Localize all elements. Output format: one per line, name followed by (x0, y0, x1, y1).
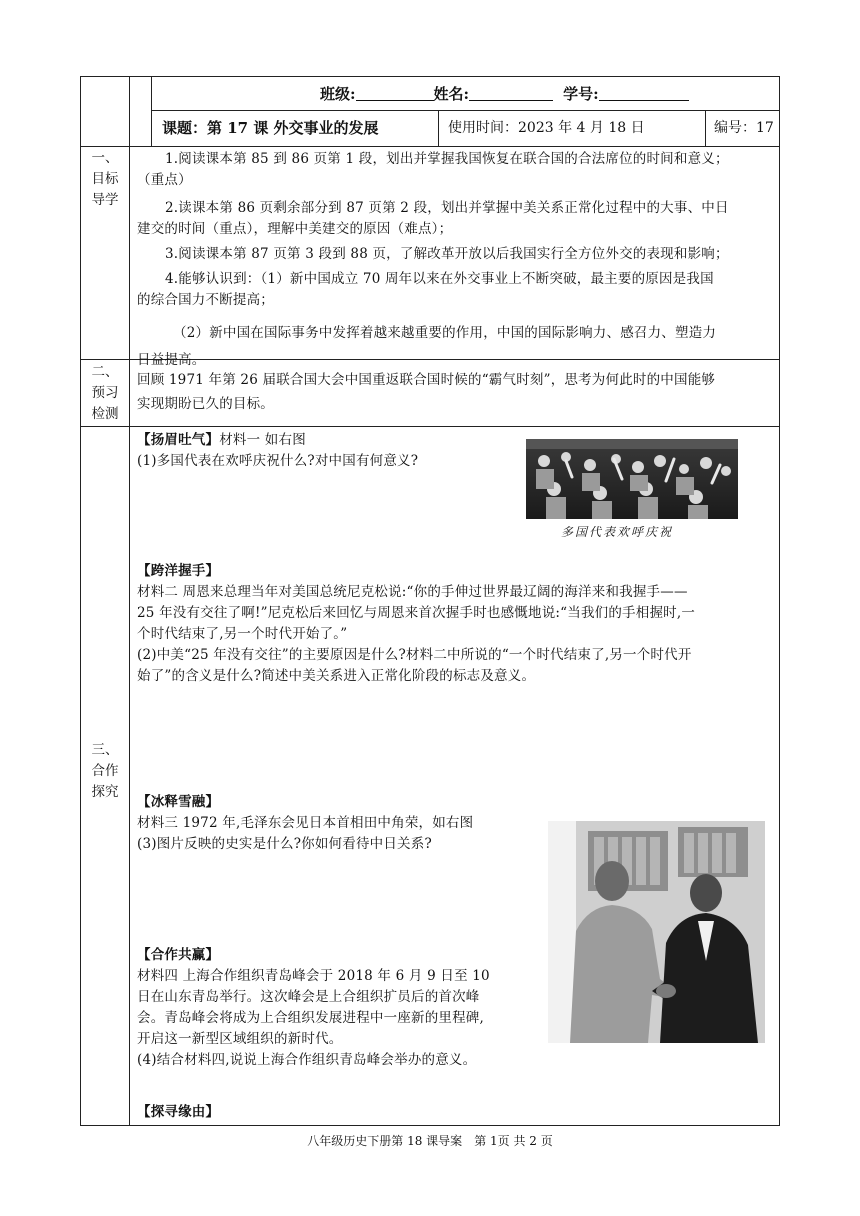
material2-line: 个时代结束了,另一个时代开始了。” (137, 626, 348, 642)
objective-line: 2.读课本第 86 页剩余部分到 87 页第 2 段，划出并掌握中美关系正常化过程中的大事、中日 (165, 200, 729, 216)
question2-line: (2)中美“25 年没有交往”的主要原因是什么?材料二中所说的“一个时代结束了,另一个时代开 (137, 647, 692, 663)
part1-heading: 【扬眉吐气】 (137, 432, 220, 448)
section2-label: 二、 预习 检测 (91, 364, 119, 422)
objective-line: （重点） (137, 172, 192, 188)
section3-label: 三、 合作 探究 (91, 742, 119, 800)
page-footer (0, 1132, 860, 1149)
objective-line: 3.阅读课本第 87 页第 3 段到 88 页，了解改革开放以后我国实行全方位外交的表现和影响； (165, 246, 729, 262)
preview-line: 回顾 1971 年第 26 届联合国大会中国重返联合国时候的“霸气时刻”，思考为何此时的中国能够 (137, 372, 716, 388)
un-photo-caption: 多国代表欢呼庆祝 (561, 525, 674, 539)
part4-heading: 【合作共赢】 (137, 947, 220, 963)
table-border-top (80, 76, 780, 77)
topic-time-divider (438, 110, 439, 146)
material4-line: 会。青岛峰会将成为上合组织发展进程中一座新的里程碑, (137, 1010, 484, 1026)
lesson-topic: 课题：第 17 课 外交事业的发展 (162, 119, 379, 137)
use-time: 使用时间：2023 年 4 月 18 日 (448, 120, 645, 136)
table-border-bottom (80, 1125, 780, 1126)
class-label: 班级: 姓名: 学号: (320, 86, 689, 102)
name-label: 姓名: (433, 85, 470, 103)
objective-line: （2）新中国在国际事务中发挥着越来越重要的作用，中国的国际影响力、感召力、塑造力 (173, 325, 717, 341)
objective-line: 建交的时间（重点），理解中美建交的原因（难点）； (137, 221, 453, 237)
part5-heading: 【探寻缘由】 (137, 1104, 220, 1120)
mao-tanaka-photo (548, 821, 765, 1043)
time-serial-divider (705, 110, 706, 146)
material4-line: 日在山东青岛举行。这次峰会是上合组织扩员后的首次峰 (137, 989, 480, 1005)
serial-number: 编号：17 (714, 120, 774, 136)
footer-doc-title: 八年级历史下册第 18 课导案 (307, 1134, 463, 1148)
class-blank[interactable] (356, 86, 434, 101)
section1-label: 一、 目标 导学 (91, 150, 119, 208)
part1-question: (1)多国代表在欢呼庆祝什么?对中国有何意义? (137, 453, 419, 469)
table-border-left (80, 76, 81, 1126)
header-row-divider (151, 110, 779, 111)
preview-line: 实现期盼已久的目标。 (137, 396, 274, 412)
section3-top-line (80, 426, 780, 427)
question2-line: 始了”的含义是什么?简述中美关系进入正常化阶段的标志及意义。 (137, 668, 536, 684)
un-celebration-photo (526, 439, 738, 519)
part3-text (137, 792, 557, 855)
part5-text (137, 1102, 437, 1123)
section1-objectives (137, 149, 777, 371)
objective-line: 1.阅读课本第 85 到 86 页第 1 段，划出并掌握我国恢复在联合国的合法席位的时间和意义； (165, 151, 729, 167)
question3: (3)图片反映的史实是什么?你如何看待中日关系? (137, 836, 432, 852)
section1-top-line (80, 146, 780, 147)
material4-line: 开启这一新型区域组织的新时代。 (137, 1031, 343, 1047)
worksheet-table (80, 76, 780, 1126)
part1-intro: 材料一 如右图 (219, 432, 306, 448)
part3-heading: 【冰释雪融】 (137, 794, 220, 810)
number-label: 学号: (563, 85, 599, 103)
name-blank[interactable] (469, 86, 553, 101)
objective-line: 日益提高。 (137, 352, 206, 368)
objective-line: 的综合国力不断提高； (137, 292, 274, 308)
number-blank[interactable] (599, 86, 689, 101)
objective-line: 4.能够认识到：（1）新中国成立 70 周年以来在外交事业上不断突破，最主要的原因是我国 (165, 271, 714, 287)
table-border-right (779, 76, 780, 1126)
section2-preview (137, 368, 777, 416)
material2-line: 25 年没有交往了啊!”尼克松后来回忆与周恩来首次握手时也感慨地说:“当我们的手相握时,一 (137, 605, 696, 621)
footer-page-info: 第 1页 共 2 页 (474, 1134, 553, 1148)
part2-text (137, 561, 777, 687)
part2-heading: 【跨洋握手】 (137, 563, 220, 579)
header-column-divider (151, 76, 152, 146)
label-column-divider (129, 76, 130, 1126)
part4-text (137, 945, 557, 1071)
question4: (4)结合材料四,说说上海合作组织青岛峰会举办的意义。 (137, 1052, 477, 1068)
material4-line: 材料四 上海合作组织青岛峰会于 2018 年 6 月 9 日至 10 (137, 968, 490, 984)
part1-text (137, 430, 537, 472)
material3-intro: 材料三 1972 年,毛泽东会见日本首相田中角荣，如右图 (137, 815, 474, 831)
material2-line: 材料二 周恩来总理当年对美国总统尼克松说:“你的手伸过世界最辽阔的海洋来和我握手—— (137, 584, 688, 600)
